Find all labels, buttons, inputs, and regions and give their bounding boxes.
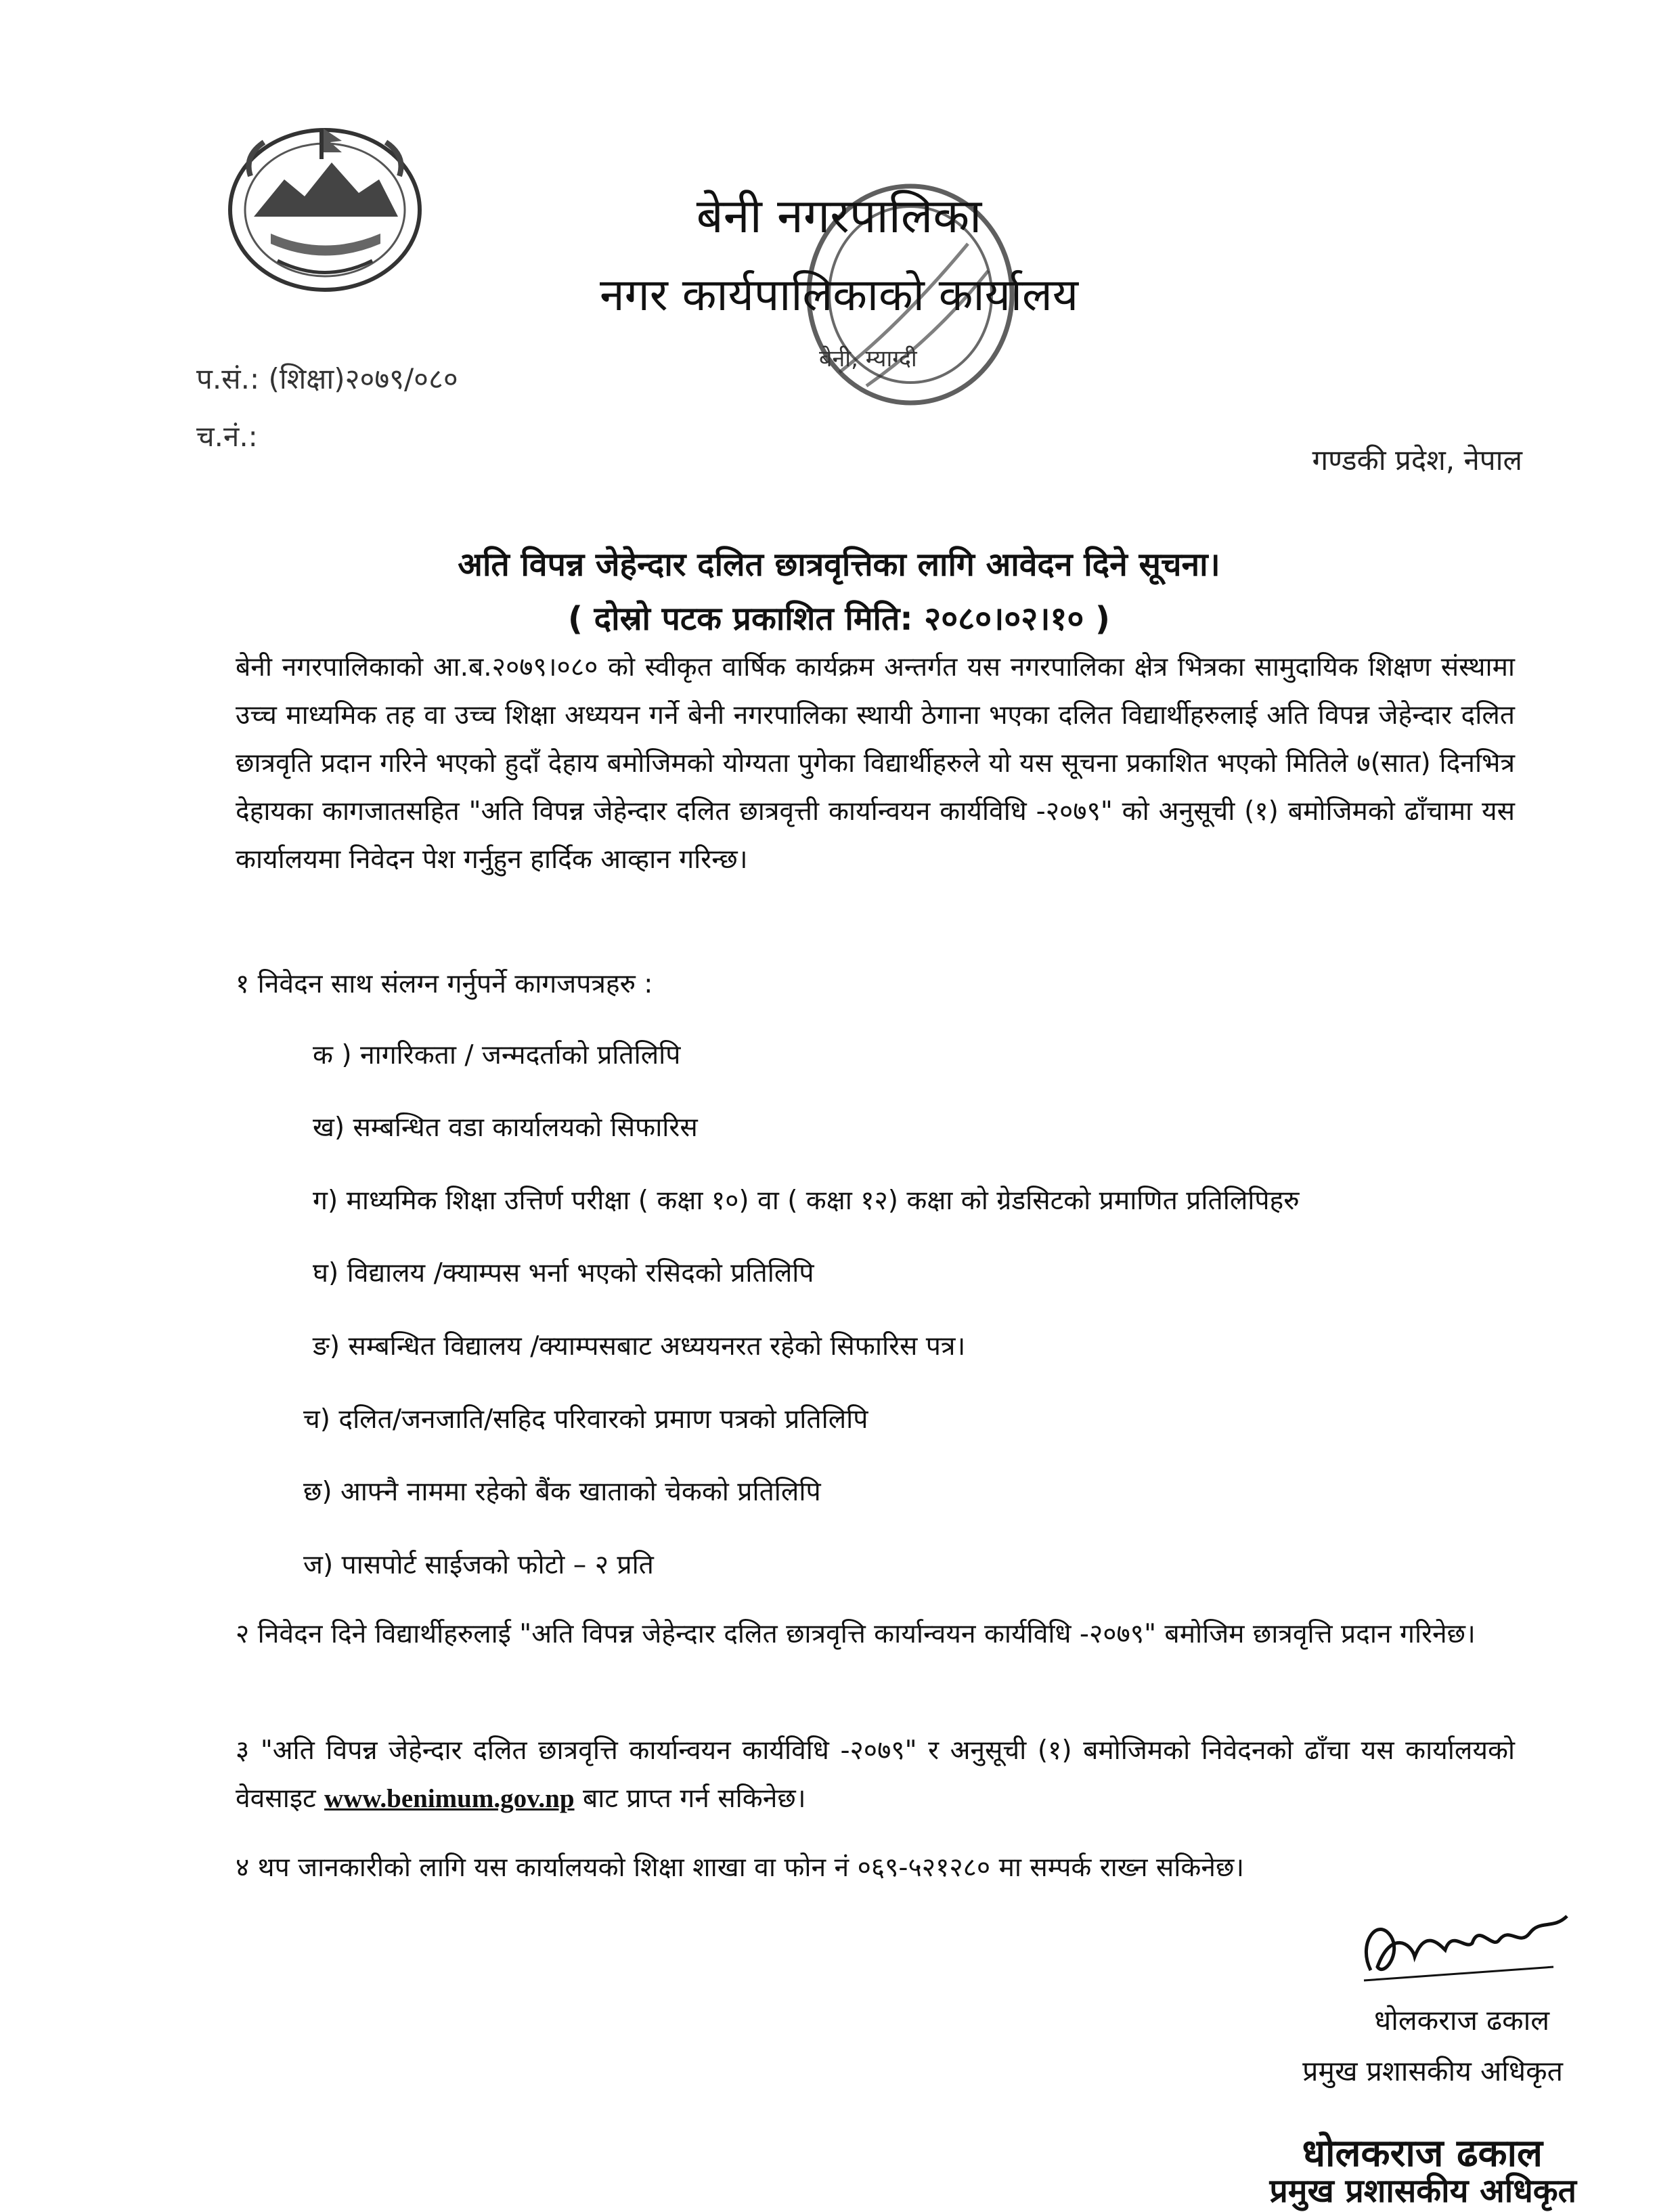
intro-paragraph: बेनी नगरपालिकाको आ.ब.२०७९।०८० को स्वीकृत वार्षिक कार्यक्रम अन्तर्गत यस नगरपालिका क्षेत्र भित्रका सामुदायिक शिक्षण संस्थामा उच्च माध्यमिक तह वा उच्च शिक्षा अध्ययन गर्ने बेनी नगरपालिका स्थायी ठेगाना भएका दलित विद्यार्थीहरुलाई अति विपन्न जेहेन्दार दलित छात्रवृति प्रदान गरिने भएको हुदाँ देहाय बमोजिमको योग्यता पुगेका विद्यार्थीहरुले यो यस सूचना प्रकाशित भएको मितिले ७(सात) दिनभित्र देहायका कागजातसहित "अति विपन्न जेहेन्दार दलित छात्रवृत्ती कार्यान्वयन कार्यविधि -२०७९" को अनुसूची (१) बमोजिमको ढाँचामा यस कार्यालयमा निवेदन पेश गर्नुहुन हार्दिक आव्हान गरिन्छ। (236, 652, 1515, 875)
point-3-paragraph (236, 1727, 1515, 1823)
stamp-title: प्रमुख प्रशासकीय अधिकृत (1269, 2172, 1576, 2210)
document-item: ग) माध्यमिक शिक्षा उत्तिर्ण परीक्षा ( कक्षा १०) वा ( कक्षा १२) कक्षा को ग्रेडसिटको प्रमाणित प्रतिलिपिहरु (313, 1186, 1300, 1216)
point-3-text-end: बाट प्राप्त गर्न सकिनेछ। (574, 1783, 806, 1814)
point-4-paragraph: ४ थप जानकारीको लागि यस कार्यालयको शिक्षा शाखा वा फोन नं ०६९-५२१२८० मा सम्पर्क राख्न सकिनेछ। (236, 1852, 1245, 1883)
signer-title: प्रमुख प्रशासकीय अधिकृत (1302, 2055, 1563, 2087)
notice-title: अति विपन्न जेहेन्दार दलित छात्रवृत्तिका लागि आवेदन दिने सूचना। (458, 546, 1220, 584)
dispatch-number: च.नं.: (196, 420, 258, 453)
document-item: घ) विद्यालय /क्याम्पस भर्ना भएको रसिदको प्रतिलिपि (313, 1258, 814, 1288)
reference-number: प.सं.: (शिक्षा)२०७९/०८० (196, 362, 458, 395)
office-address: बेनी, म्याग्दी (819, 345, 917, 372)
document-item: ङ) सम्बन्धित विद्यालय /क्याम्पसबाट अध्ययनरत रहेको सिफारिस पत्र। (313, 1331, 966, 1362)
document-item: ख) सम्बन्धित वडा कार्यालयको सिफारिस (313, 1112, 698, 1143)
document-item: च) दलित/जनजाति/सहिद परिवारको प्रमाण पत्रको प्रतिलिपि (303, 1404, 868, 1435)
province-line: गण्डकी प्रदेश, नेपाल (1312, 443, 1522, 477)
point-2-paragraph: २ निवेदन दिने विद्यार्थीहरुलाई "अति विपन्न जेहेन्दार दलित छात्रवृत्ति कार्यान्वयन कार्यविधि -२०७९" बमोजिम छात्रवृत्ति प्रदान गरिनेछ। (236, 1619, 1476, 1649)
handwritten-signature-icon (1350, 1903, 1581, 1991)
notice-date: ( दोस्रो पटक प्रकाशित मिति: २०८०।०२।१० ) (568, 600, 1110, 638)
municipality-name: बेनी नगरपालिका (696, 188, 982, 244)
document-item: ज) पासपोर्ट साईजको फोटो – २ प्रति (303, 1550, 654, 1580)
point-3-text: ३ "अति विपन्न जेहेन्दार दलित छात्रवृत्ति कार्यान्वयन कार्यविधि -२०७९" र अनुसूची (१) बमोजिमको निवेदनको ढाँचा यस कार्यालयको वेवसाइट (236, 1735, 1515, 1814)
signer-name: धोलकराज ढकाल (1374, 2004, 1549, 2037)
documents-heading: १ निवेदन साथ संलग्न गर्नुपर्ने कागजपत्रहरु : (236, 969, 653, 999)
website-link[interactable]: www.benimum.gov.np (324, 1784, 575, 1813)
stamp-name: धोलकराज ढकाल (1302, 2131, 1543, 2175)
document-item: छ) आफ्नै नाममा रहेको बैंक खाताको चेकको प्रतिलिपि (303, 1477, 821, 1507)
office-name: नगर कार्यपालिकाको कार्यालय (600, 269, 1078, 321)
document-item: क ) नागरिकता / जन्मदर्ताको प्रतिलिपि (313, 1040, 681, 1070)
